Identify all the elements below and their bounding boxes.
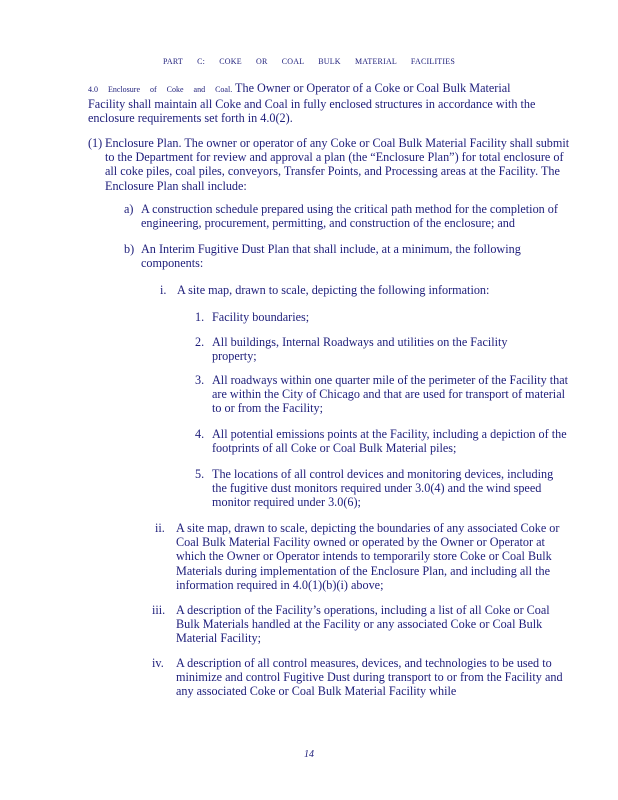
item-i — [160, 283, 572, 297]
item-b — [124, 242, 572, 270]
sub-item-4 — [195, 427, 570, 455]
sub-item-text: All buildings, Internal Roadways and utilities on the Facility property; — [212, 335, 508, 364]
item-a — [124, 202, 572, 230]
page-number: 14 — [304, 749, 314, 760]
item-a-letter: a) — [124, 202, 134, 216]
item-iii — [152, 603, 572, 646]
item-iii-text: A description of the Facility’s operations, including a list of all Coke or Coal Bulk Materials handled at the Facility or any associated Coke or Coal Bulk Material Facility; — [176, 603, 550, 646]
sub-item-number: 4. — [195, 427, 205, 441]
sub-item-text: All roadways within one quarter mile of the perimeter of the Facility that are within the City of Chicago and that are used for transport of material to or from the Facility; — [212, 373, 569, 416]
sub-item-3 — [195, 373, 570, 416]
sub-item-number: 3. — [195, 373, 205, 387]
sub-item-text: All potential emissions points at the Facility, including a depiction of the footprints of all Coke or Coal Bulk Material piles; — [212, 427, 567, 456]
sub-item-number: 2. — [195, 335, 205, 349]
item-ii-numeral: ii. — [155, 521, 165, 535]
sub-item-text: The locations of all control devices and monitoring devices, including the fugitive dust monitors required under 3.0(4) and the wind speed monitor required under 3.0(6); — [212, 467, 554, 510]
item-a-text: A construction schedule prepared using the critical path method for the completion of engineering, procurement, permitting, and construction of the enclosure; and — [141, 202, 558, 231]
item-iii-numeral: iii. — [152, 603, 166, 617]
item-1-number: (1) — [88, 136, 103, 150]
item-1 — [88, 136, 570, 193]
sub-item-number: 5. — [195, 467, 205, 481]
item-iv-text: A description of all control measures, devices, and technologies to be used to minimize and control Fugitive Dust during transport to or from the Facility and any associated Coke or Coal Bulk Material Facility while — [176, 656, 563, 699]
sub-item-2 — [195, 335, 570, 363]
item-i-text: A site map, drawn to scale, depicting the following information: — [177, 283, 490, 297]
sub-item-number: 1. — [195, 310, 205, 324]
section-intro — [88, 81, 548, 126]
item-i-numeral: i. — [160, 283, 167, 297]
item-b-text: An Interim Fugitive Dust Plan that shall include, at a minimum, the following components: — [141, 242, 521, 271]
item-iv-numeral: iv. — [152, 656, 164, 670]
item-1-text: Enclosure Plan. The owner or operator of any Coke or Coal Bulk Material Facility shall submit to the Department for review and approval a plan (the “Enclosure Plan”) for total enclosure of all coke piles, coal piles, conveyors, Transfer Points, and Processing areas at the Facility. The Enclosure Plan shall include: — [105, 136, 570, 193]
part-header: PART C: COKE OR COAL BULK MATERIAL FACILITIES — [162, 57, 455, 66]
item-ii-text: A site map, drawn to scale, depicting the boundaries of any associated Coke or Coal Bulk Material Facility owned or operated by the Owner or Operator at which the Owner or Operator intends to temporarily store Coke or Coal Bulk Materials during implementation of the Enclosure Plan, and including all the information required in 4.0(1)(b)(i) above; — [176, 521, 560, 592]
item-ii — [155, 521, 572, 592]
item-b-letter: b) — [124, 242, 135, 256]
sub-item-text: Facility boundaries; — [212, 310, 310, 324]
sub-item-5 — [195, 467, 570, 510]
sub-item-1 — [195, 310, 570, 324]
item-iv — [152, 656, 572, 699]
section-heading: 4.0 Enclosure of Coke and Coal. — [88, 85, 233, 94]
section-intro-text: The Owner or Operator of a Coke or Coal Bulk Material Facility shall maintain all Coke and Coal in fully enclosed structures in accordance with the enclosure requirements set forth in 4.0(2). — [88, 81, 536, 126]
